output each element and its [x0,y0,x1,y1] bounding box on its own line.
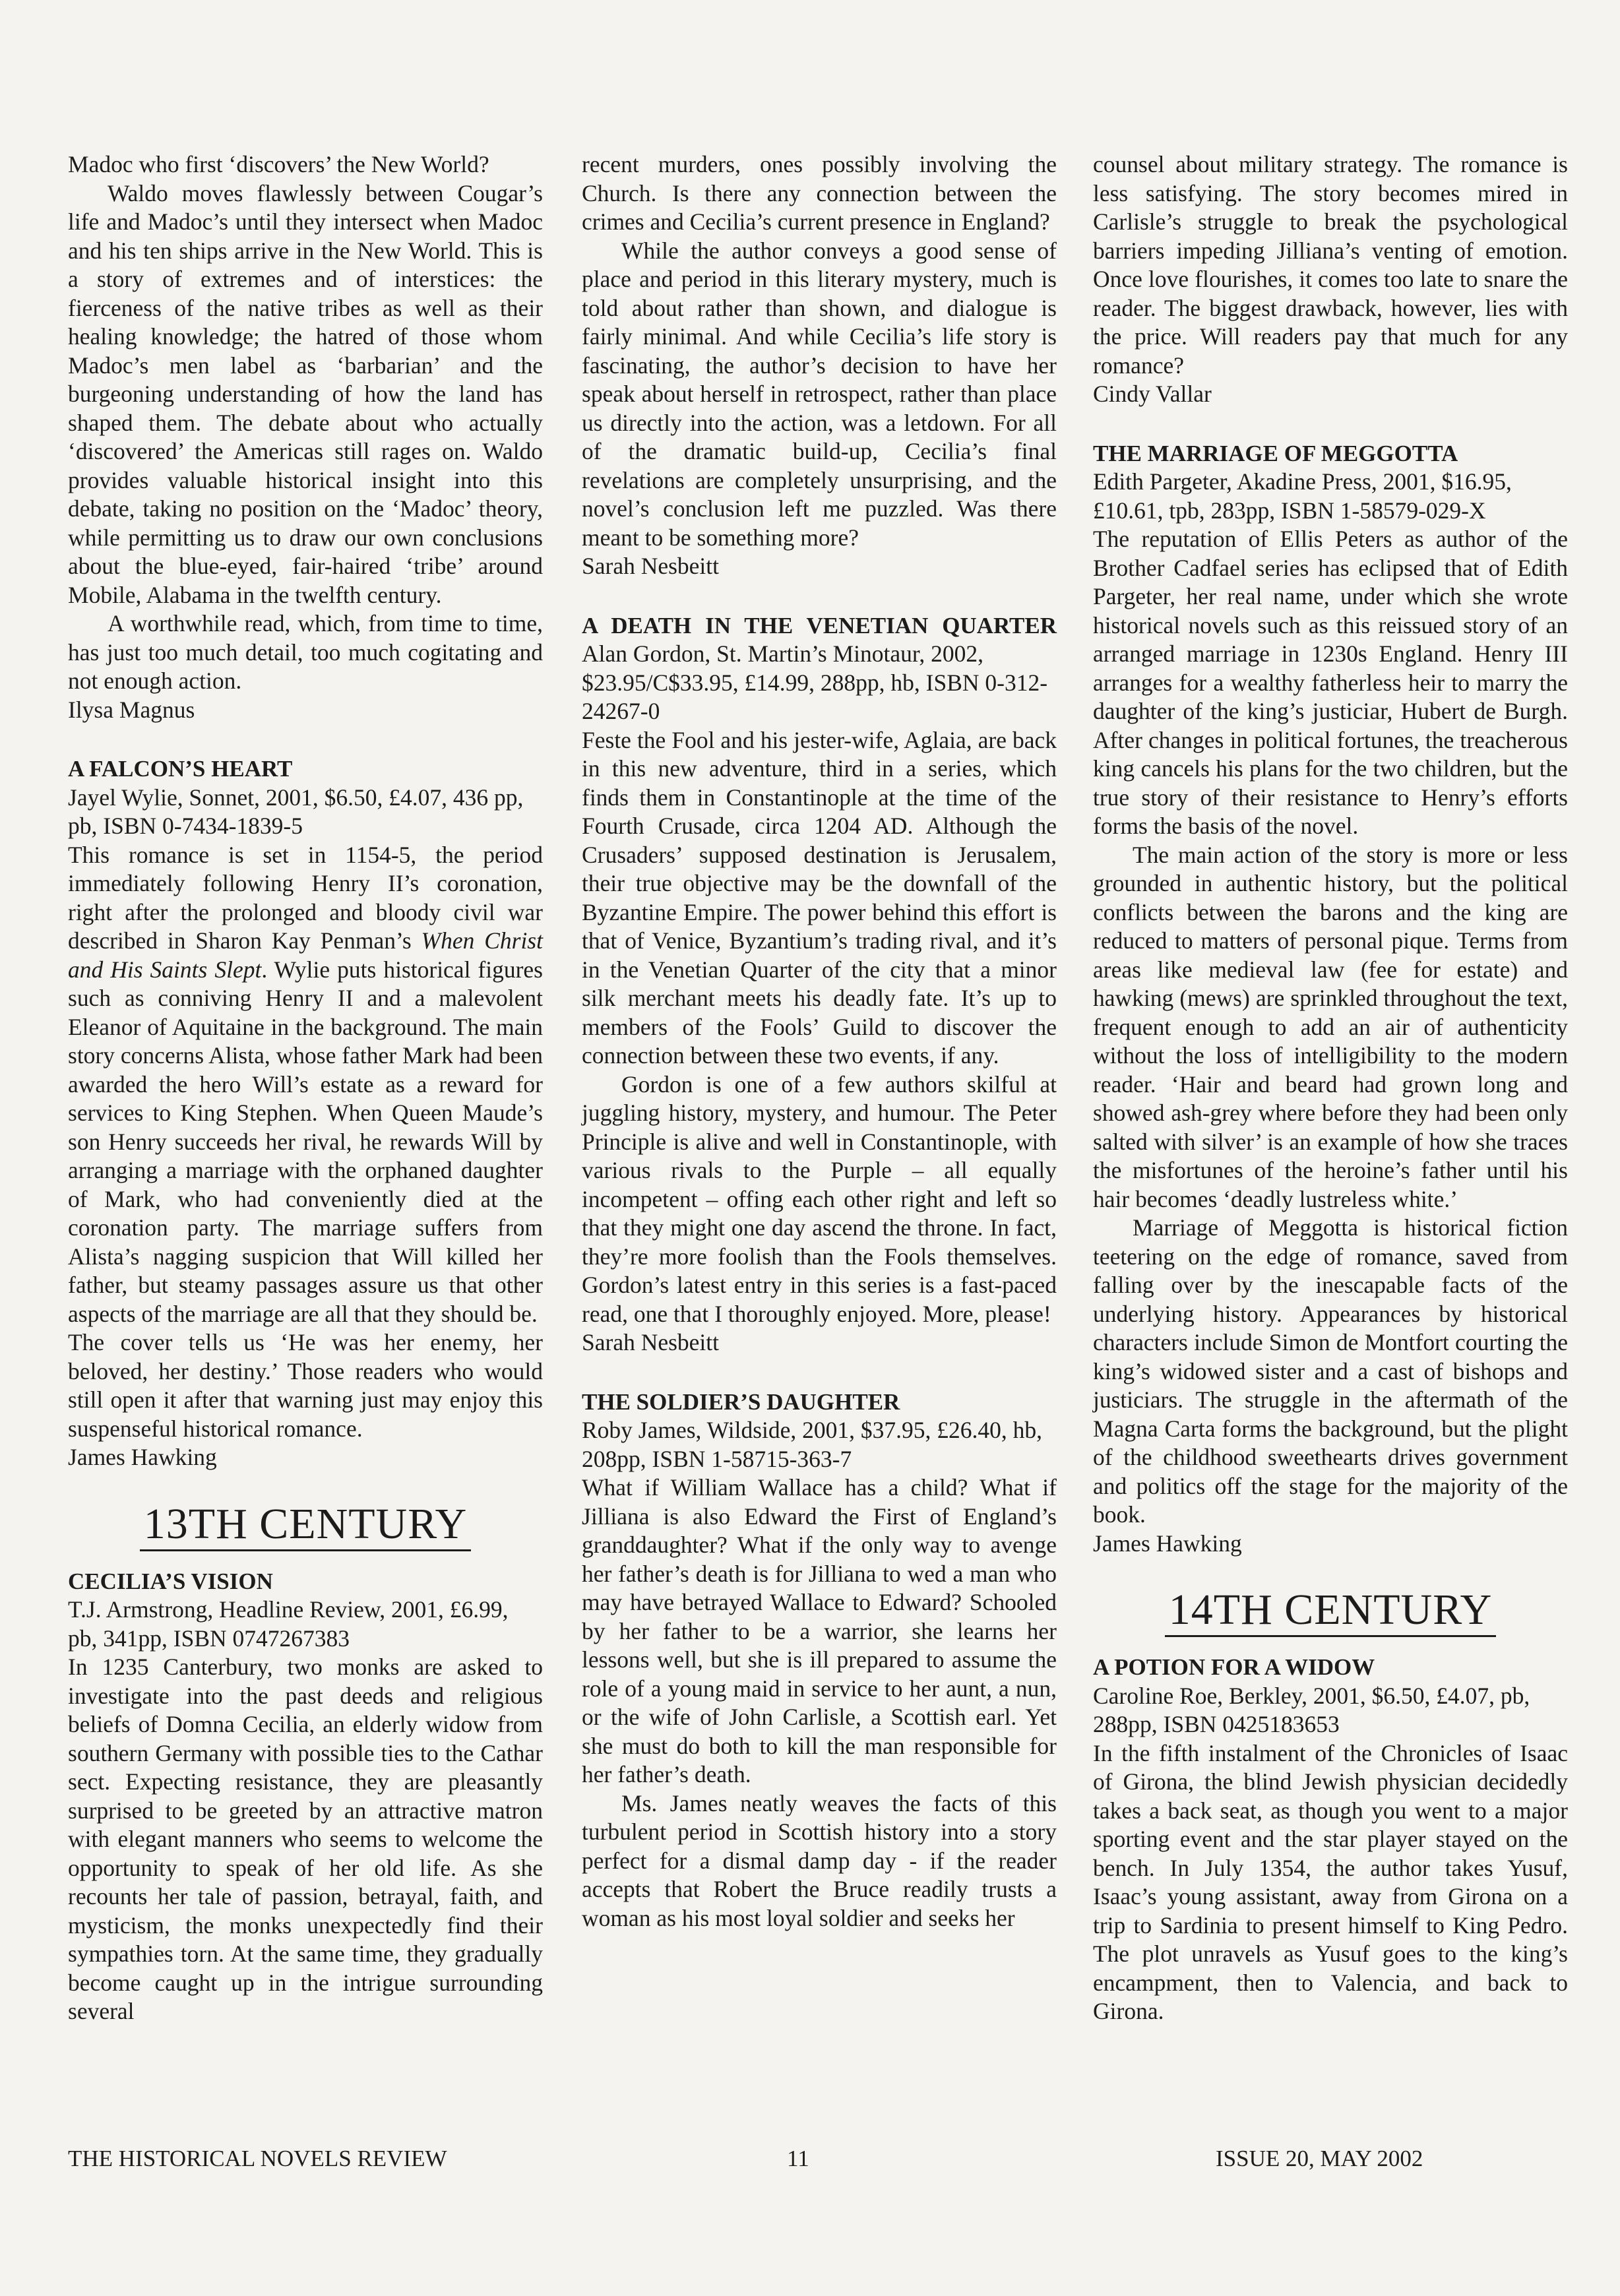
paragraph: While the author conveys a good sense of place and period in this literary mystery, much is told about rather than shown, and dialogue is fairly minimal. And while Cecilia’s life story is fascinating, the author’s decision to have her speak about herself in retrospect, rather than place us directly into the action, was a letdown. For all of the dramatic build-up, Cecilia’s final revelations are completely unsurprising, and the novel’s conclusion left me puzzled. Was there meant to be something more? [582,237,1057,551]
century-heading [68,1499,543,1550]
reviewer-name: Cindy Vallar [1093,381,1212,407]
review-title: THE MARRIAGE OF MEGGOTTA [1093,440,1458,466]
review-title: A DEATH IN THE VENETIAN QUARTER [582,612,1057,638]
reviewer-name: Ilysa Magnus [68,696,195,723]
reviewer-name: Sarah Nesbeitt [582,1329,720,1355]
paragraph: In 1235 Canterbury, two monks are asked to investigate into the past deeds and religious beliefs of Domna Cecilia, an elderly widow from southern Germany with possible ties to the Cathar sect. Expecting resistance, they are pleasantly surprised to be greeted by an attractive matron with elegant manners who seems to welcome the opportunity to speak of her old life. As she recounts her tale of passion, betrayal, faith, and mysticism, the monks unexpectedly find their sympathies torn. At the same time, they gradually become caught up in the intrigue surrounding several [68,1654,543,2024]
paragraph: recent murders, ones possibly involving the Church. Is there any connection between the crimes and Cecilia’s current presence in England? [582,151,1057,235]
paragraph: Waldo moves flawlessly between Cougar’s life and Madoc’s until they intersect when Madoc and his ten ships arrive in the New World. This is a story of extremes and of interstices: the fierceness of the native tribes as well as their healing knowledge; the hatred of those whom Madoc’s men label as ‘barbarian’ and the burgeoning understanding of how the land has shaped them. The debate about who actually ‘discovered’ the Americas still rages on. Waldo provides valuable historical insight into this debate, taking no position on the ‘Madoc’ theory, while permitting us to draw our own conclusions about the blue-eyed, fair-haired ‘tribe’ around Mobile, Alabama in the twelfth century. [68,179,543,608]
paragraph [68,841,543,1329]
century-heading [1093,1584,1568,1636]
text-run: . Wylie puts historical figures such as conniving Henry II and a malevolent Eleanor of Aquitaine in the background. The main story concerns Alista, whose father Mark had been awarded the hero Will’s estate as a reward for services to King Stephen. When Queen Maude’s son Henry succeeds her rival, he rewards Will by arranging a marriage with the orphaned daughter of Mark, who had conveniently died at the coronation party. The marriage suffers from Alista’s nagging suspicion that Will killed her father, but steamy passages assure us that other aspects of the marriage are all that they should be. [68,956,544,1327]
book-details: Jayel Wylie, Sonnet, 2001, $6.50, £4.07, 436 pp, pb, ISBN 0-7434-1839-5 [68,784,524,839]
column-3 [1093,150,1568,2026]
paragraph: counsel about military strategy. The romance is less satisfying. The story becomes mired in Carlisle’s struggle to break the psychological barriers impeding Jilliana’s venting of emotion. Once love flourishes, it comes too late to snare the reader. The biggest drawback, however, lies with the price. Will readers pay that much for any romance? [1093,151,1568,379]
book-details: Caroline Roe, Berkley, 2001, $6.50, £4.07, pb, 288pp, ISBN 0425183653 [1093,1682,1530,1737]
book-details: Roby James, Wildside, 2001, $37.95, £26.40, hb, 208pp, ISBN 1-58715-363-7 [582,1417,1043,1472]
page-number: 11 [787,2146,809,2171]
review-title: CECILIA’S VISION [68,1568,273,1594]
book-details: Edith Pargeter, Akadine Press, 2001, $16.95, £10.61, tpb, 283pp, ISBN 1-58579-029-X [1093,468,1512,524]
column-2 [582,150,1057,1933]
review-title: THE SOLDIER’S DAUGHTER [582,1388,900,1415]
paragraph: The cover tells us ‘He was her enemy, her beloved, her destiny.’ Those readers who would still open it after that warning just may enjoy this suspenseful historical romance. [68,1329,543,1442]
paragraph: The main action of the story is more or less grounded in authentic history, but the political conflicts between the barons and the king are reduced to matters of personal pique. Terms from areas like medieval law (fee for estate) and hawking (mews) are sprinkled throughout the text, frequent enough to add an air of authenticity without the loss of intelligibility to the modern reader. ‘Hair and beard had grown long and showed ash-grey where before they had been only salted with silver’ is an example of how she traces the misfortunes of the heroine’s father until his hair becomes ‘deadly lustreless white.’ [1093,841,1568,1212]
century-heading-text: 14TH CENTURY [1165,1586,1497,1637]
paragraph: Madoc who first ‘discovers’ the New World? [68,151,489,177]
text-run: This romance is set in 1154-5, the period immediately following Henry II’s coronation, right after the prolonged and bloody civil war described in Sharon Kay Penman’s [68,841,543,954]
footer-issue: ISSUE 20, MAY 2002 [1216,2146,1423,2171]
book-details: T.J. Armstrong, Headline Review, 2001, £6.99, pb, 341pp, ISBN 0747267383 [68,1596,509,1652]
column-1 [68,150,543,2026]
reviewer-name: Sarah Nesbeitt [582,553,720,579]
paragraph: Ms. James neatly weaves the facts of this turbulent period in Scottish history into a story perfect for a dismal damp day - if the reader accepts that Robert the Bruce readily trusts a woman as his most loyal soldier and seeks her [582,1789,1057,1931]
paragraph: Gordon is one of a few authors skilful at juggling history, mystery, and humour. The Peter Principle is alive and well in Constantinople, with various rivals to the Purple – all equally incompetent – offing each other right and left so that they might one day ascend the throne. In fact, they’re more foolish than the Fools themselves. Gordon’s latest entry in this series is a fast-paced read, one that I thoroughly enjoyed. More, please! [582,1070,1057,1327]
paragraph: Marriage of Meggotta is historical fiction teetering on the edge of romance, saved from falling over by the inescapable facts of the underlying history. Appearances by historical characters include Simon de Montfort courting the king’s widowed sister and a cast of bishops and justiciars. The struggle in the aftermath of the Magna Carta forms the background, but the plight of the childhood sweethearts drives government and politics off the stage for the majority of the book. [1093,1214,1568,1528]
century-heading-text: 13TH CENTURY [140,1500,472,1551]
review-title: A POTION FOR A WIDOW [1093,1654,1375,1680]
paragraph: The reputation of Ellis Peters as author of the Brother Cadfael series has eclipsed that of Edith Pargeter, her real name, under which she wrote historical novels such as this reissued story of an arranged marriage in 1230s England. Henry III arranges for a wealthy fatherless heir to marry the daughter of the king’s justiciar, Hubert de Burgh. After changes in political fortunes, the treacherous king cancels his plans for the two children, but the true story of their resistance to Henry’s efforts forms the basis of the novel. [1093,526,1568,839]
review-title: A FALCON’S HEART [68,756,293,782]
footer-publication: THE HISTORICAL NOVELS REVIEW [68,2146,447,2171]
book-details: Alan Gordon, St. Martin’s Minotaur, 2002, $23.95/C$33.95, £14.99, 288pp, hb, ISBN 0-312-24267-0 [582,640,1048,724]
paragraph: What if William Wallace has a child? What if Jilliana is also Edward the First of England’s granddaughter? What if the only way to avenge her father’s death is for Jilliana to wed a man who may have betrayed Wallace to Edward? Schooled by her father to be a warrior, she learns her lessons well, but she is ill prepared to assume the role of a young maid in service to her aunt, a nun, or the wife of John Carlisle, a Scottish earl. Yet she must do both to kill the man responsible for her father’s death. [582,1474,1057,1787]
paragraph: A worthwhile read, which, from time to time, has just too much detail, too much cogitating and not enough action. [68,610,543,694]
book-title-italic: When Christ and His Saints Slept [68,927,543,983]
reviewer-name: James Hawking [68,1444,217,1470]
paragraph: Feste the Fool and his jester-wife, Aglaia, are back in this new adventure, third in a series, which finds them in Constantinople at the time of the Fourth Crusade, circa 1204 AD. Although the Crusaders’ supposed destination is Jerusalem, their true objective may be the downfall of the Byzantine Empire. The power behind this effort is that of Venice, Byzantium’s trading rival, and it’s in the Venetian Quarter of the city that a minor silk merchant meets his deadly fate. It’s up to members of the Fools’ Guild to discover the connection between these two events, if any. [582,726,1057,1069]
reviewer-name: James Hawking [1093,1530,1242,1557]
paragraph: In the fifth instalment of the Chronicles of Isaac of Girona, the blind Jewish physician decidedly takes a back seat, as though you went to a major sporting event and the star player stayed on the bench. In July 1354, the author takes Yusuf, Isaac’s young assistant, away from Girona on a trip to Sardinia to present himself to King Pedro. The plot unravels as Yusuf goes to the king’s encampment, then to Valencia, and back to Girona. [1093,1739,1568,2024]
